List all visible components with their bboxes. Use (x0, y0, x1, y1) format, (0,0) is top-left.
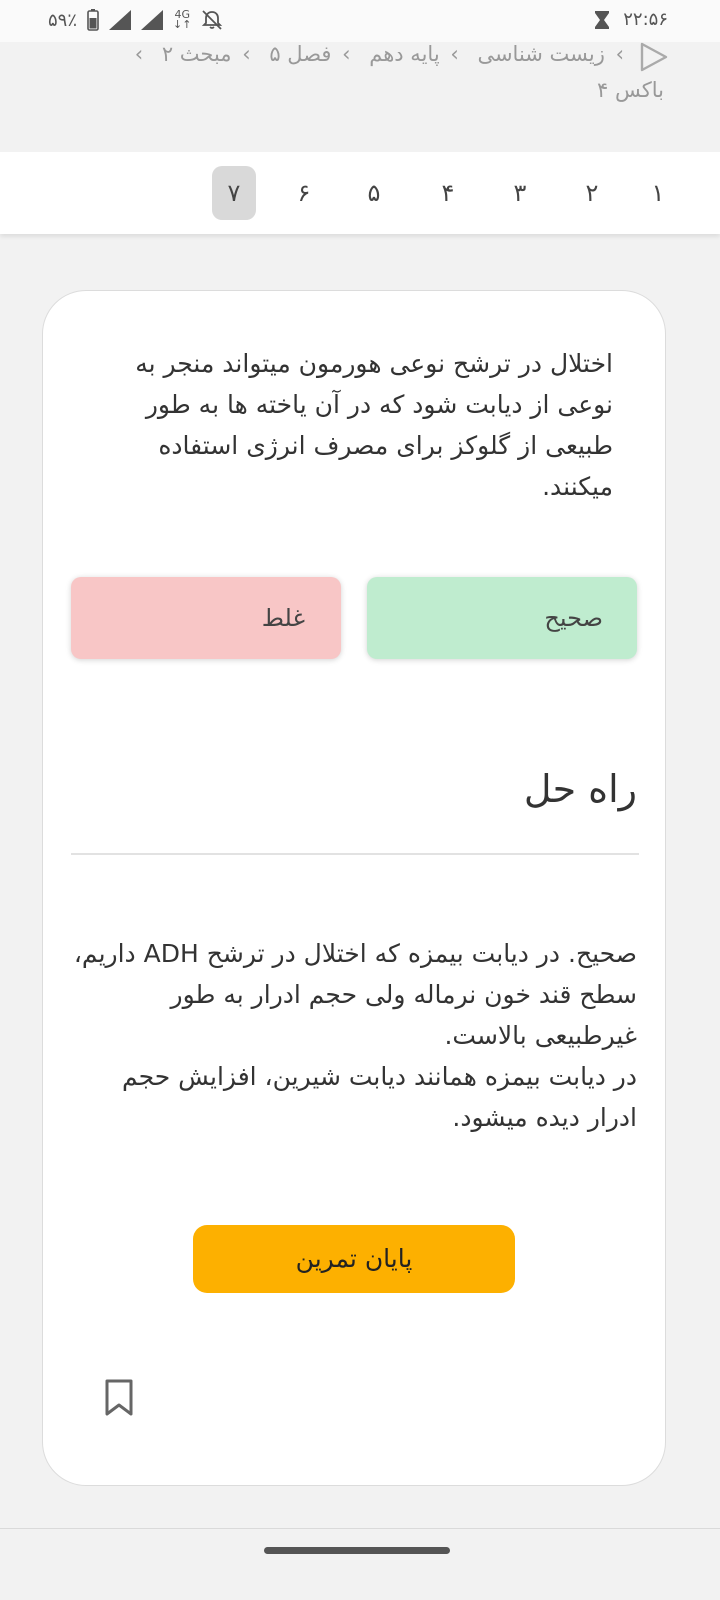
breadcrumb-header (0, 42, 720, 152)
system-nav-bar (0, 1528, 720, 1600)
chevron-icon: › (242, 42, 251, 66)
question-card (42, 290, 666, 1486)
solution-paragraph-2: در دیابت بیمزه همانند دیابت شیرین، افزایش حجم ادرار دیده میشود. (121, 1062, 637, 1132)
status-right (593, 9, 668, 30)
question-tabs (0, 152, 720, 234)
wrong-button[interactable]: غلط (71, 577, 341, 659)
chevron-icon: › (134, 42, 144, 66)
status-left (48, 9, 223, 31)
correct-button[interactable]: صحیح (367, 577, 637, 659)
tab-question-6[interactable]: ۶ (297, 179, 311, 207)
breadcrumb-item-subject[interactable]: زیست شناسی (477, 42, 605, 66)
home-gesture-bar[interactable] (264, 1547, 450, 1554)
bookmark-icon[interactable] (103, 1379, 135, 1417)
tab-question-7[interactable]: ۷ (212, 166, 256, 220)
breadcrumb-item-grade[interactable]: پایه دهم (369, 42, 440, 66)
breadcrumb-item-chapter[interactable]: فصل ۵ (269, 42, 332, 66)
tab-question-4[interactable]: ۴ (441, 179, 455, 207)
tab-question-2[interactable]: ۲ (585, 179, 599, 207)
question-text: اختلال در ترشح نوعی هورمون میتواند منجر به نوعی از دیابت شود که در آن یاخته ها به طور طبیعی از گلوکز برای مصرف انرژی استفاده میکنند. (135, 349, 613, 501)
data-arrows-icon: ↓↑ (173, 18, 192, 31)
status-bar (0, 0, 720, 42)
solution-paragraph-1: صحیح. در دیابت بیمزه که اختلال در ترشح ADH داریم، سطح قند خون نرماله ولی حجم ادرار به طور غیرطبیعی بالاست. (73, 939, 637, 1050)
breadcrumb-item-topic[interactable]: مبحث ۲ (161, 42, 232, 66)
tab-question-5[interactable]: ۵ (367, 179, 381, 207)
network-type: 4G (174, 8, 190, 21)
clock: ۲۲:۵۶ (623, 9, 668, 30)
play-icon[interactable] (636, 40, 670, 74)
chevron-icon: › (450, 42, 459, 66)
hourglass-icon (593, 10, 611, 30)
battery-icon (87, 9, 99, 31)
breadcrumb-item-box[interactable]: باکس ۴ (597, 78, 664, 102)
breadcrumb (22, 42, 632, 66)
notifications-off-icon (201, 9, 223, 31)
finish-exercise-button[interactable]: پایان تمرین (193, 1225, 515, 1293)
tab-question-3[interactable]: ۳ (513, 179, 527, 207)
divider (71, 853, 639, 855)
chevron-icon: › (342, 42, 351, 66)
tab-question-1[interactable]: ۱ (651, 179, 665, 207)
signal-icon (109, 10, 131, 30)
solution-title: راه حل (523, 767, 637, 811)
signal-icon-2 (141, 10, 163, 30)
network-indicator (173, 10, 191, 30)
battery-percent: ۵۹٪ (48, 9, 78, 31)
solution-text (67, 933, 637, 1138)
chevron-icon: › (615, 42, 624, 66)
